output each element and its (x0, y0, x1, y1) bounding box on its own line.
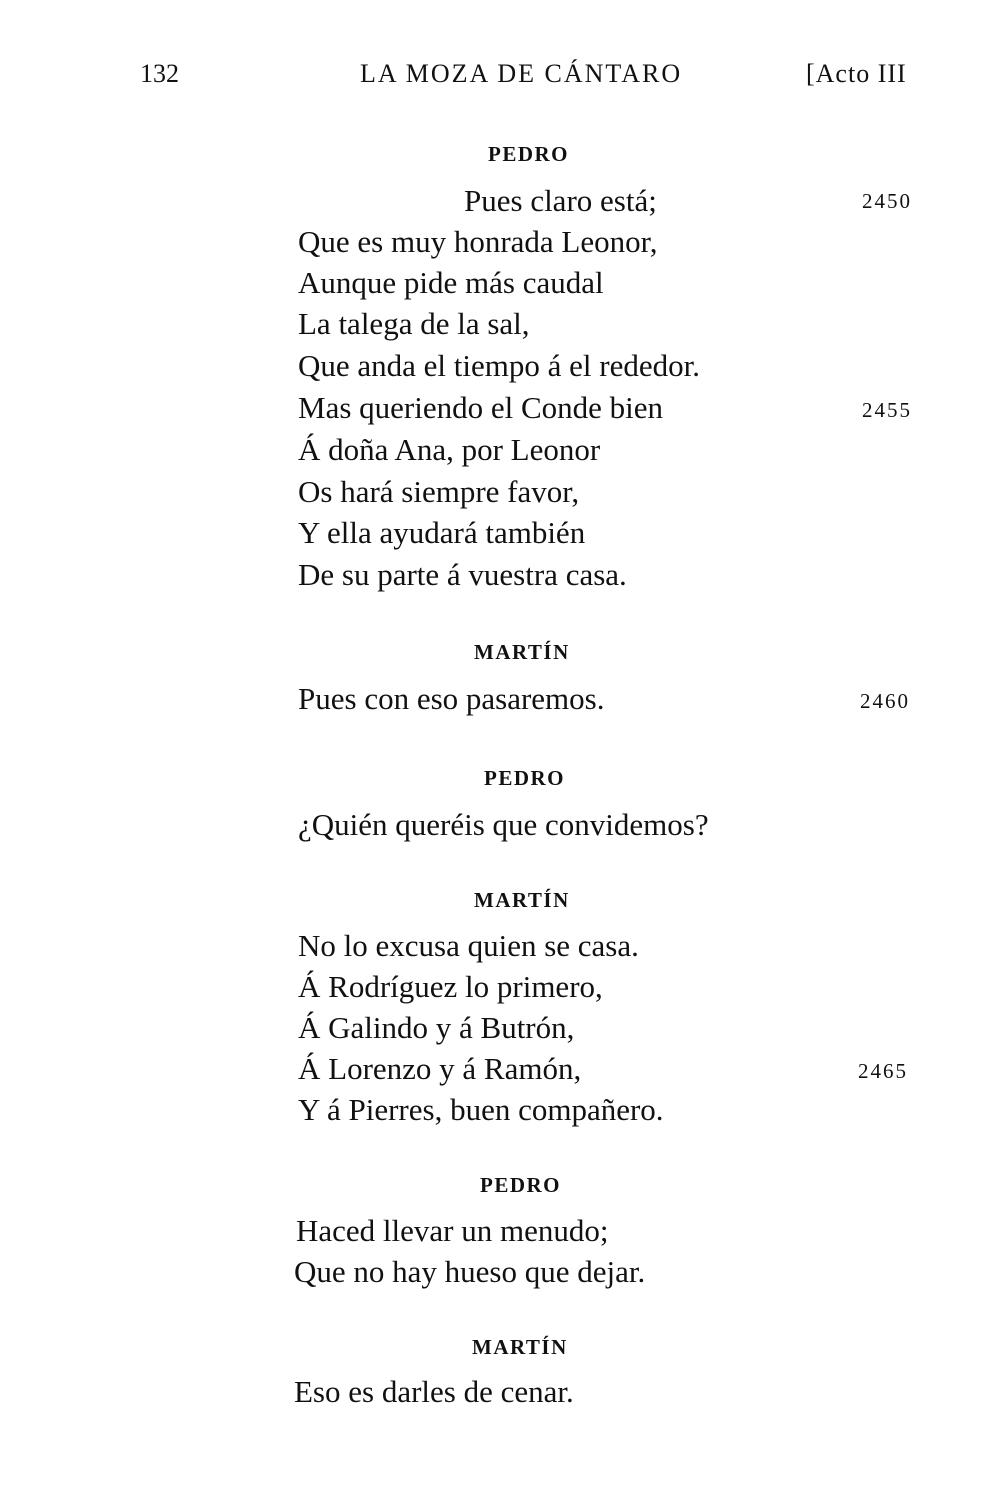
verse-line: Pues claro está; (464, 183, 657, 218)
verse-line: Que anda el tiempo á el rededor. (298, 348, 700, 383)
verse-line: Pues con eso pasaremos. (298, 681, 605, 716)
verse-line: Á Galindo y á Butrón, (298, 1010, 575, 1045)
speaker-name: PEDRO (488, 142, 569, 166)
verse-line: Y ella ayudará también (298, 515, 586, 550)
page-number: 132 (140, 59, 179, 88)
verse-line: Mas queriendo el Conde bien (298, 390, 664, 425)
speaker-name: PEDRO (480, 1173, 561, 1197)
line-number: 2460 (860, 689, 910, 713)
verse-line: La talega de la sal, (298, 306, 530, 341)
verse-line: ¿Quién queréis que convidemos? (298, 807, 709, 842)
verse-line: Haced llevar un menudo; (296, 1213, 609, 1248)
verse-line: Y á Pierres, buen compañero. (298, 1092, 664, 1127)
line-number: 2450 (862, 189, 912, 213)
verse-line: Á Rodríguez lo primero, (298, 969, 603, 1004)
verse-line: Que no hay hueso que dejar. (294, 1254, 646, 1289)
line-number: 2455 (862, 398, 912, 422)
verse-line: Eso es darles de cenar. (294, 1374, 574, 1409)
verse-line: Á doña Ana, por Leonor (298, 432, 601, 467)
speaker-name: PEDRO (484, 766, 565, 790)
verse-line: Os hará siempre favor, (298, 474, 580, 509)
speaker-name: MARTÍN (474, 888, 570, 912)
verse-line: No lo excusa quien se casa. (298, 928, 639, 963)
act-label: [Acto III (806, 59, 907, 88)
verse-line: Aunque pide más caudal (298, 265, 604, 300)
line-number: 2465 (858, 1059, 908, 1083)
running-title: LA MOZA DE CÁNTARO (360, 59, 683, 88)
speaker-name: MARTÍN (474, 640, 570, 664)
verse-line: Á Lorenzo y á Ramón, (298, 1051, 582, 1086)
speaker-name: MARTÍN (472, 1335, 568, 1359)
verse-line: Que es muy honrada Leonor, (298, 224, 658, 259)
verse-line: De su parte á vuestra casa. (298, 557, 627, 592)
